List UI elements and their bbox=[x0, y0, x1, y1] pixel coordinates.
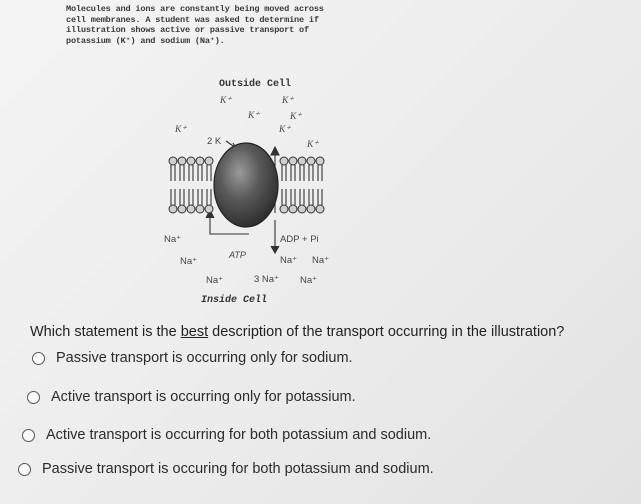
radio-button[interactable] bbox=[27, 391, 40, 404]
adp-label: ADP + Pi bbox=[280, 234, 319, 245]
potassium-ion-label: K⁺ bbox=[282, 96, 294, 106]
question-emphasis: best bbox=[180, 324, 209, 340]
stem-line: Molecules and ions are constantly being moved across bbox=[66, 4, 324, 14]
sodium-count-label: 3 Na⁺ bbox=[254, 274, 280, 285]
potassium-ion-label: K⁺ bbox=[220, 96, 232, 106]
answer-option-label: Active transport is occurring for both potassium and sodium. bbox=[46, 427, 432, 443]
potassium-count-label: 2 K bbox=[207, 136, 222, 147]
stem-line: cell membranes. A student was asked to determine if bbox=[66, 14, 319, 25]
pump-protein bbox=[214, 143, 278, 227]
cell-membrane-left bbox=[169, 157, 213, 213]
sodium-ion-label: Na⁺ bbox=[280, 255, 298, 266]
sodium-ion-label: Na⁺ bbox=[180, 256, 198, 267]
potassium-ion-label: K⁺ bbox=[175, 125, 187, 135]
adp-arrow bbox=[271, 220, 279, 253]
sodium-ion-label: Na⁺ bbox=[206, 275, 224, 286]
sodium-ion-label: Na⁺ bbox=[312, 255, 330, 266]
potassium-ion-label: K⁺ bbox=[290, 112, 302, 122]
radio-button[interactable] bbox=[32, 352, 45, 365]
potassium-ion-label: K⁺ bbox=[307, 140, 319, 150]
potassium-ion-label: K⁺ bbox=[248, 111, 260, 121]
outside-cell-label: Outside Cell bbox=[218, 79, 292, 90]
sodium-ion-label: Na⁺ bbox=[300, 275, 318, 286]
potassium-ion-label: K⁺ bbox=[279, 125, 291, 135]
answer-option-label: Passive transport is occurring only for sodium. bbox=[56, 350, 353, 366]
answer-option-label: Active transport is occurring only for potassium. bbox=[51, 389, 356, 405]
answer-option-label: Passive transport is occuring for both potassium and sodium. bbox=[42, 461, 434, 477]
atp-label: ATP bbox=[229, 250, 246, 260]
answer-option-1[interactable] bbox=[32, 350, 353, 366]
stem-line: potassium (K⁺) and sodium (Na⁺). bbox=[66, 35, 225, 46]
inside-cell-label: Inside Cell bbox=[200, 295, 268, 306]
question-text bbox=[30, 324, 564, 340]
answer-option-3[interactable] bbox=[22, 427, 431, 443]
question-tail: description of the transport occurring in the illustration? bbox=[208, 324, 565, 340]
sodium-potassium-pump-diagram bbox=[150, 72, 380, 306]
radio-button[interactable] bbox=[18, 463, 31, 476]
question-lead: Which statement is the bbox=[30, 324, 181, 340]
radio-button[interactable] bbox=[22, 429, 35, 442]
answer-option-4[interactable] bbox=[18, 461, 434, 477]
cell-membrane-right bbox=[280, 157, 324, 213]
answer-option-2[interactable] bbox=[27, 389, 356, 405]
sodium-ion-label: Na⁺ bbox=[164, 234, 182, 245]
question-stem bbox=[66, 4, 466, 46]
stem-line: illustration shows active or passive transport of bbox=[66, 25, 309, 35]
